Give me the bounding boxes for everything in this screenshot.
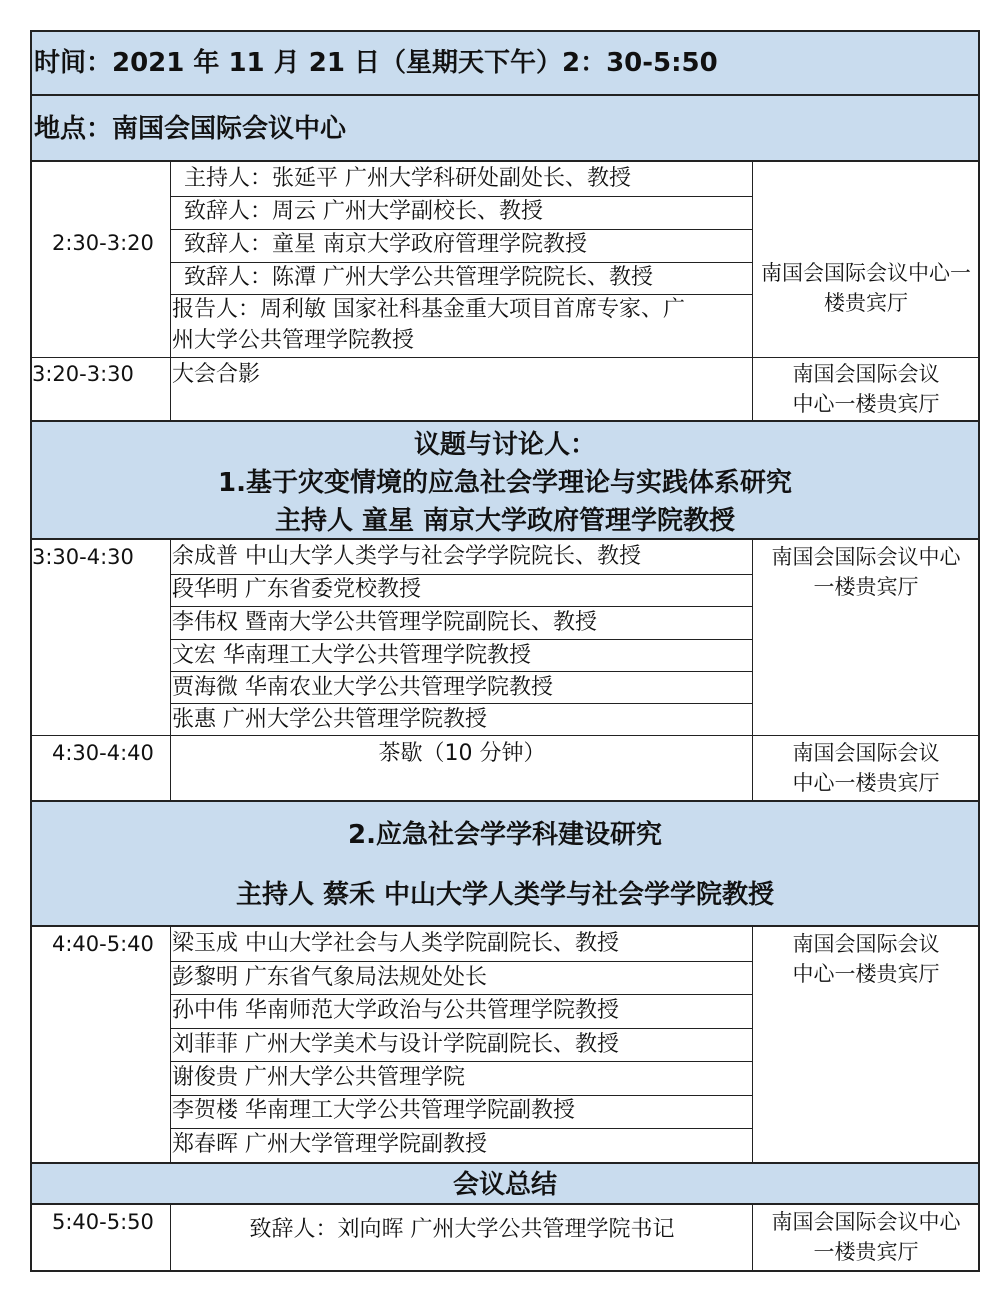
col-divider xyxy=(752,162,753,420)
topic2-row: 刘菲菲 广州大学美术与设计学院副院长、教授 xyxy=(172,1032,619,1057)
topic2-title: 2.应急社会学学科建设研究 xyxy=(348,820,662,850)
row-divider xyxy=(30,357,980,358)
topic1-row: 余成普 中山大学人类学与社会学学院院长、教授 xyxy=(172,544,641,569)
time-line: 时间：2021 年 11 月 21 日（星期天下午）2：30-5:50 xyxy=(34,48,718,78)
break-time: 4:30-4:40 xyxy=(52,741,154,765)
topic1-row: 张惠 广州大学公共管理学院教授 xyxy=(172,707,487,732)
col-divider xyxy=(170,540,171,800)
opening-row: 致辞人：周云 广州大学副校长、教授 xyxy=(184,199,543,224)
topic1-title: 1.基于灾变情境的应急社会学理论与实践体系研究 xyxy=(218,468,792,498)
topic1-location: 南国会国际会议中心 一楼贵宾厅 xyxy=(771,545,961,599)
summary-location: 南国会国际会议中心 一楼贵宾厅 xyxy=(771,1210,961,1264)
break-location: 南国会国际会议 中心一楼贵宾厅 xyxy=(792,741,940,795)
place-header xyxy=(32,96,978,162)
summary-label: 致辞人：刘向晖 广州大学公共管理学院书记 xyxy=(249,1217,675,1242)
topic2-location: 南国会国际会议 中心一楼贵宾厅 xyxy=(792,932,940,986)
topic1-row: 文宏 华南理工大学公共管理学院教授 xyxy=(172,643,531,668)
topic2-time: 4:40-5:40 xyxy=(52,932,154,956)
photo-label: 大会合影 xyxy=(172,362,261,387)
opening-time: 2:30-3:20 xyxy=(52,231,154,255)
summary-time: 5:40-5:50 xyxy=(52,1210,154,1234)
col-divider xyxy=(170,927,171,1162)
row-divider xyxy=(30,735,980,736)
col-divider xyxy=(752,540,753,800)
opening-row: 致辞人：陈潭 广州大学公共管理学院院长、教授 xyxy=(184,265,653,290)
opening-location: 南国会国际会议中心一 楼贵宾厅 xyxy=(761,261,971,315)
time-header xyxy=(32,32,978,96)
topic2-row: 郑春晖 广州大学管理学院副教授 xyxy=(172,1132,487,1157)
topic2-row: 彭黎明 广东省气象局法规处处长 xyxy=(172,965,487,990)
opening-row: 报告人：周利敏 国家社科基金重大项目首席专家、广 xyxy=(172,297,685,322)
topic2-row: 梁玉成 中山大学社会与人类学院副院长、教授 xyxy=(172,931,619,956)
topic1-header xyxy=(32,420,978,540)
summary-heading: 会议总结 xyxy=(452,1170,557,1200)
topic1-row: 贾海微 华南农业大学公共管理学院教授 xyxy=(172,675,553,700)
col-divider xyxy=(752,927,753,1162)
topic1-host: 主持人 童星 南京大学政府管理学院教授 xyxy=(274,506,736,536)
col-divider xyxy=(752,1205,753,1271)
topic1-row: 段华明 广东省委党校教授 xyxy=(172,577,421,602)
break-label: 茶歇（10 分钟） xyxy=(378,741,546,766)
topic2-row: 谢俊贵 广州大学公共管理学院 xyxy=(172,1065,465,1090)
topic2-host: 主持人 蔡禾 中山大学人类学与社会学学院教授 xyxy=(235,880,775,910)
topic2-row: 孙中伟 华南师范大学政治与公共管理学院教授 xyxy=(172,998,619,1023)
opening-row: 州大学公共管理学院教授 xyxy=(172,328,415,353)
summary-header xyxy=(32,1162,978,1205)
topic2-row: 李贺楼 华南理工大学公共管理学院副教授 xyxy=(172,1098,575,1123)
topic1-row: 李伟权 暨南大学公共管理学院副院长、教授 xyxy=(172,610,597,635)
photo-location: 南国会国际会议 中心一楼贵宾厅 xyxy=(792,362,940,416)
opening-row: 致辞人：童星 南京大学政府管理学院教授 xyxy=(184,232,587,257)
topic1-heading: 议题与讨论人： xyxy=(413,430,596,460)
topic2-header xyxy=(32,800,978,927)
photo-time: 3:20-3:30 xyxy=(32,362,134,386)
topic1-time: 3:30-4:30 xyxy=(32,545,134,569)
col-divider xyxy=(170,1205,171,1271)
opening-row: 主持人：张延平 广州大学科研处副处长、教授 xyxy=(184,166,631,191)
place-line: 地点：南国会国际会议中心 xyxy=(34,114,347,144)
col-divider xyxy=(170,162,171,420)
